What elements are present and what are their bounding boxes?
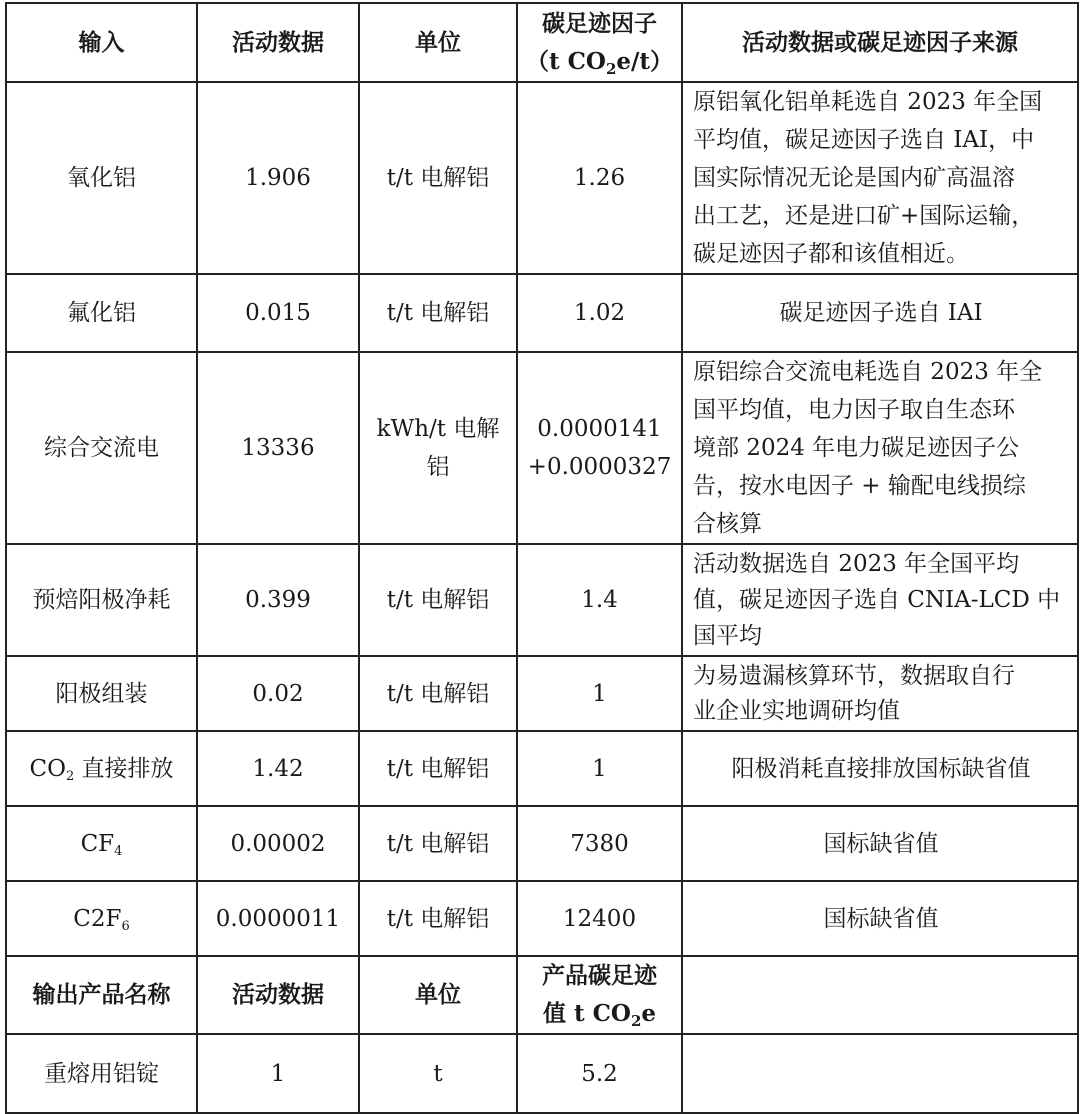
source-line: 原铝综合交流电耗选自 2023 年全 xyxy=(693,359,1043,385)
table-row xyxy=(6,881,1078,956)
source-line: 出工艺，还是进口矿+国际运输， xyxy=(693,203,1035,229)
row-activity: 0.00002 xyxy=(197,806,359,881)
table-row xyxy=(6,274,1078,352)
source-line: 值，碳足迹因子选自 CNIA-LCD 中 xyxy=(693,587,1061,613)
row-factor: 1.02 xyxy=(517,274,682,352)
row-activity: 1.906 xyxy=(197,82,359,274)
row-factor: 12400 xyxy=(517,881,682,956)
row-name xyxy=(6,806,197,881)
name-subscript: 2 xyxy=(65,768,75,784)
row-unit: t/t 电解铝 xyxy=(359,881,517,956)
row-name: 阳极组装 xyxy=(6,656,197,731)
output-row xyxy=(6,1034,1078,1113)
header-activity: 活动数据 xyxy=(197,3,359,82)
header-factor-line2 xyxy=(524,43,675,81)
table-row xyxy=(6,544,1078,656)
row-unit: t/t 电解铝 xyxy=(359,656,517,731)
source-line: 碳足迹因子都和该值相近。 xyxy=(693,241,969,267)
row-activity: 0.015 xyxy=(197,274,359,352)
output-name: 重熔用铝锭 xyxy=(6,1034,197,1113)
output-header-value-pre: 值 t CO xyxy=(542,1000,631,1027)
row-factor: 1.26 xyxy=(517,82,682,274)
factor-line1: 0.0000141 xyxy=(537,416,662,442)
header-source: 活动数据或碳足迹因子来源 xyxy=(682,3,1078,82)
output-value: 5.2 xyxy=(517,1034,682,1113)
row-name xyxy=(6,881,197,956)
row-activity: 0.399 xyxy=(197,544,359,656)
row-activity: 13336 xyxy=(197,352,359,544)
row-unit xyxy=(359,352,517,544)
source-line: 平均值，碳足迹因子选自 IAI，中 xyxy=(693,127,1035,153)
header-factor-line1: 碳足迹因子 xyxy=(542,9,657,37)
row-factor xyxy=(517,352,682,544)
row-activity: 0.0000011 xyxy=(197,881,359,956)
source-line: 为易遗漏核算环节，数据取自行 xyxy=(693,662,1015,689)
row-name: 综合交流电 xyxy=(6,352,197,544)
output-header-activity: 活动数据 xyxy=(197,956,359,1034)
table-row xyxy=(6,731,1078,806)
row-source: 阳极消耗直接排放国标缺省值 xyxy=(682,731,1078,806)
source-line: 国实际情况无论是国内矿高温溶 xyxy=(693,165,1015,191)
carbon-footprint-table xyxy=(5,2,1079,1114)
output-header-row xyxy=(6,956,1078,1034)
header-input: 输入 xyxy=(6,3,197,82)
header-unit: 单位 xyxy=(359,3,517,82)
header-factor-unit-pre: （t CO xyxy=(525,47,606,75)
row-name: 预焙阳极净耗 xyxy=(6,544,197,656)
output-header-empty xyxy=(682,956,1078,1034)
output-header-value-sub: 2 xyxy=(630,1012,642,1030)
source-line: 原铝氧化铝单耗选自 2023 年全国 xyxy=(693,89,1043,115)
row-name xyxy=(6,731,197,806)
row-name: 氟化铝 xyxy=(6,274,197,352)
name-suffix: 直接排放 xyxy=(74,755,174,782)
output-source xyxy=(682,1034,1078,1113)
row-factor: 1 xyxy=(517,656,682,731)
input-header-row xyxy=(6,3,1078,82)
row-unit: t/t 电解铝 xyxy=(359,806,517,881)
output-header-unit: 单位 xyxy=(359,956,517,1034)
row-source: 碳足迹因子选自 IAI xyxy=(682,274,1078,352)
row-activity: 1.42 xyxy=(197,731,359,806)
source-line: 业企业实地调研均值 xyxy=(693,697,900,724)
output-header-value xyxy=(517,956,682,1034)
unit-line2: 铝 xyxy=(426,454,450,480)
output-header-name: 输出产品名称 xyxy=(6,956,197,1034)
row-source xyxy=(682,352,1078,544)
output-header-value-post: e xyxy=(641,1000,657,1027)
header-factor-unit-sub: 2 xyxy=(605,59,617,78)
output-header-value-line2 xyxy=(524,995,675,1033)
source-line: 告，按水电因子 + 输配电线损综 xyxy=(693,473,1026,499)
name-subscript: 6 xyxy=(121,918,130,934)
row-unit: t/t 电解铝 xyxy=(359,544,517,656)
row-unit: t/t 电解铝 xyxy=(359,731,517,806)
source-line: 国平均值，电力因子取自生态环 xyxy=(693,397,1015,423)
row-factor: 1.4 xyxy=(517,544,682,656)
table-row xyxy=(6,806,1078,881)
row-source xyxy=(682,82,1078,274)
output-unit: t xyxy=(359,1034,517,1113)
source-line: 国平均 xyxy=(693,623,762,649)
row-source xyxy=(682,656,1078,731)
row-unit: t/t 电解铝 xyxy=(359,82,517,274)
row-source: 国标缺省值 xyxy=(682,806,1078,881)
name-subscript: 4 xyxy=(114,843,123,859)
output-activity: 1 xyxy=(197,1034,359,1113)
table-row xyxy=(6,656,1078,731)
row-name: 氧化铝 xyxy=(6,82,197,274)
name-formula: C2F xyxy=(73,905,122,932)
header-factor-unit-post: e/t） xyxy=(616,47,674,75)
source-line: 活动数据选自 2023 年全国平均 xyxy=(693,551,1020,577)
row-source: 国标缺省值 xyxy=(682,881,1078,956)
factor-line2: +0.0000327 xyxy=(527,454,672,480)
row-source xyxy=(682,544,1078,656)
unit-line1: kWh/t 电解 xyxy=(376,416,500,442)
header-factor xyxy=(517,3,682,82)
row-unit: t/t 电解铝 xyxy=(359,274,517,352)
row-factor: 1 xyxy=(517,731,682,806)
source-line: 合核算 xyxy=(693,511,762,537)
table-row xyxy=(6,352,1078,544)
row-activity: 0.02 xyxy=(197,656,359,731)
table-row xyxy=(6,82,1078,274)
name-formula: CO xyxy=(29,755,66,782)
row-factor: 7380 xyxy=(517,806,682,881)
output-header-value-line1: 产品碳足迹 xyxy=(542,962,657,989)
name-formula: CF xyxy=(80,830,115,857)
source-line: 境部 2024 年电力碳足迹因子公 xyxy=(693,435,1020,461)
